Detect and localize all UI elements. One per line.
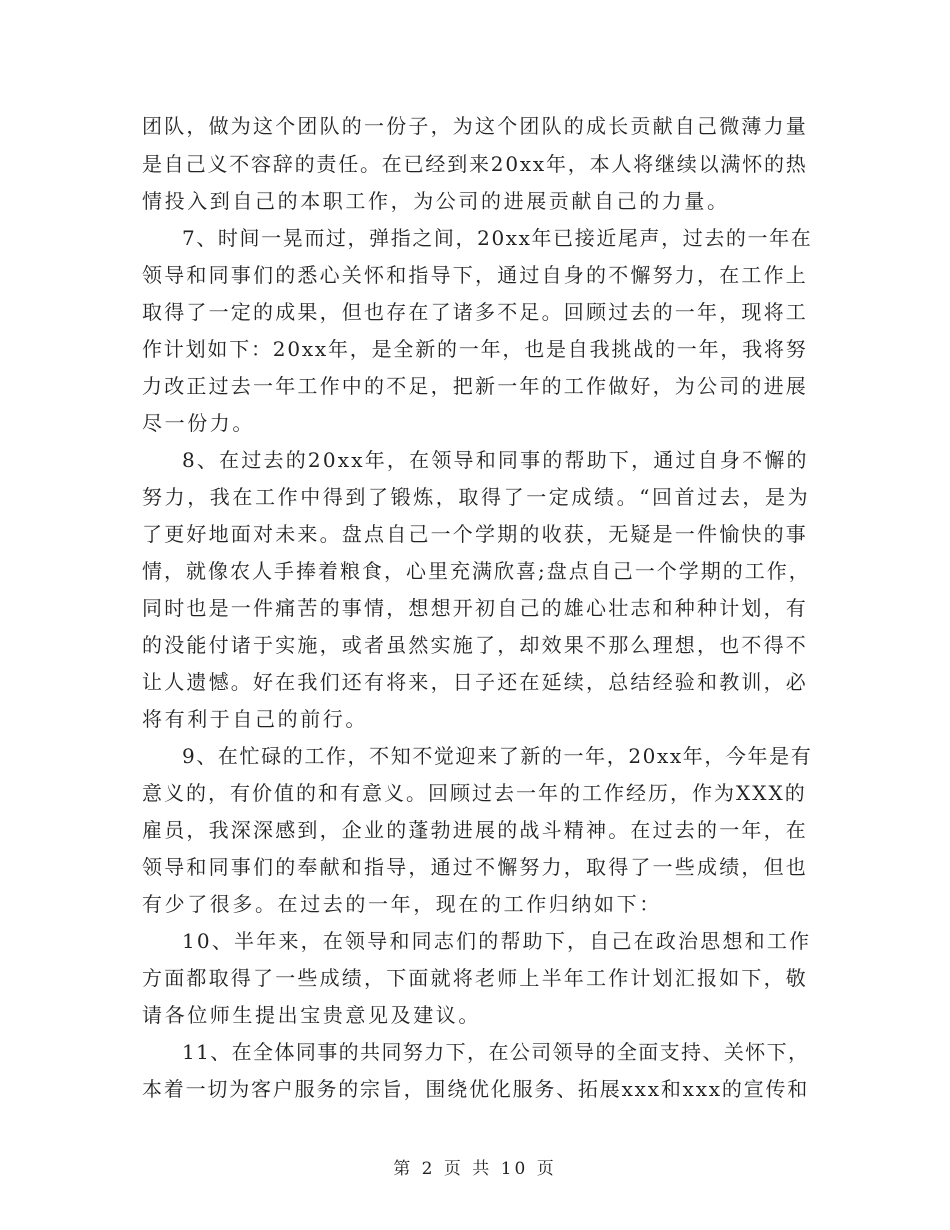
text-line: 领导和同事们的奉献和指导，通过不懈努力，取得了一些成绩，但也 (142, 855, 808, 879)
text-line: 了更好地面对未来。盘点自己一个学期的收获，无疑是一件愉快的事 (142, 522, 808, 546)
text-line: 取得了一定的成果，但也存在了诸多不足。回顾过去的一年，现将工 (142, 300, 808, 324)
paragraph-7-start: 7、时间一晃而过，弹指之间，20xx年已接近尾声，过去的一年在 (182, 226, 813, 250)
paragraph-11-start: 11、在全体同事的共同努力下，在公司领导的全面支持、关怀下， (182, 1040, 810, 1064)
text-line: 将有利于自己的前行。 (142, 707, 368, 731)
text-line: 努力，我在工作中得到了锻炼，取得了一定成绩。“回首过去，是为 (142, 485, 811, 509)
text-line: 请各位师生提出宝贵意见及建议。 (142, 1003, 481, 1027)
text-line: 意义的，有价值的和有意义。回顾过去一年的工作经历，作为XXX的 (142, 781, 807, 805)
text-line: 团队，做为这个团队的一份子，为这个团队的成长贡献自己微薄力量 (142, 114, 808, 138)
text-line: 让人遗憾。好在我们还有将来，日子还在延续，总结经验和教训，必 (142, 670, 808, 694)
page-number-footer: 第 2 页 共 10 页 (393, 1159, 557, 1179)
text-line: 方面都取得了一些成绩，下面就将老师上半年工作计划汇报如下，敬 (142, 966, 808, 990)
text-line: 同时也是一件痛苦的事情，想想开初自己的雄心壮志和种种计划，有 (142, 596, 808, 620)
text-line: 有少了很多。在过去的一年，现在的工作归纳如下： (142, 892, 662, 916)
text-line: 的没能付诸于实施，或者虽然实施了，却效果不那么理想，也不得不 (142, 633, 808, 657)
paragraph-10-start: 10、半年来，在领导和同志们的帮助下，自己在政治思想和工作 (182, 929, 812, 953)
paragraph-8-start: 8、在过去的20xx年，在领导和同事的帮助下，通过自身不懈的 (182, 448, 809, 472)
text-line: 领导和同事们的悉心关怀和指导下，通过自身的不懈努力，在工作上 (142, 263, 808, 287)
text-line: 情投入到自己的本职工作，为公司的进展贡献自己的力量。 (142, 189, 730, 213)
text-line: 情，就像农人手捧着粮食，心里充满欣喜;盘点自己一个学期的工作， (142, 559, 811, 583)
text-line: 力改正过去一年工作中的不足，把新一年的工作做好，为公司的进展 (142, 374, 808, 398)
text-line: 作计划如下：20xx年，是全新的一年，也是自我挑战的一年，我将努 (142, 337, 808, 361)
text-line: 尽一份力。 (142, 411, 255, 435)
text-line: 是自己义不容辞的责任。在已经到来20xx年，本人将继续以满怀的热 (142, 152, 808, 176)
text-line: 本着一切为客户服务的宗旨，围绕优化服务、拓展xxx和xxx的宣传和 (142, 1077, 810, 1101)
paragraph-9-start: 9、在忙碌的工作，不知不觉迎来了新的一年，20xx年，今年是有 (182, 744, 813, 768)
text-line: 雇员，我深深感到，企业的蓬勃进展的战斗精神。在过去的一年，在 (142, 818, 808, 842)
